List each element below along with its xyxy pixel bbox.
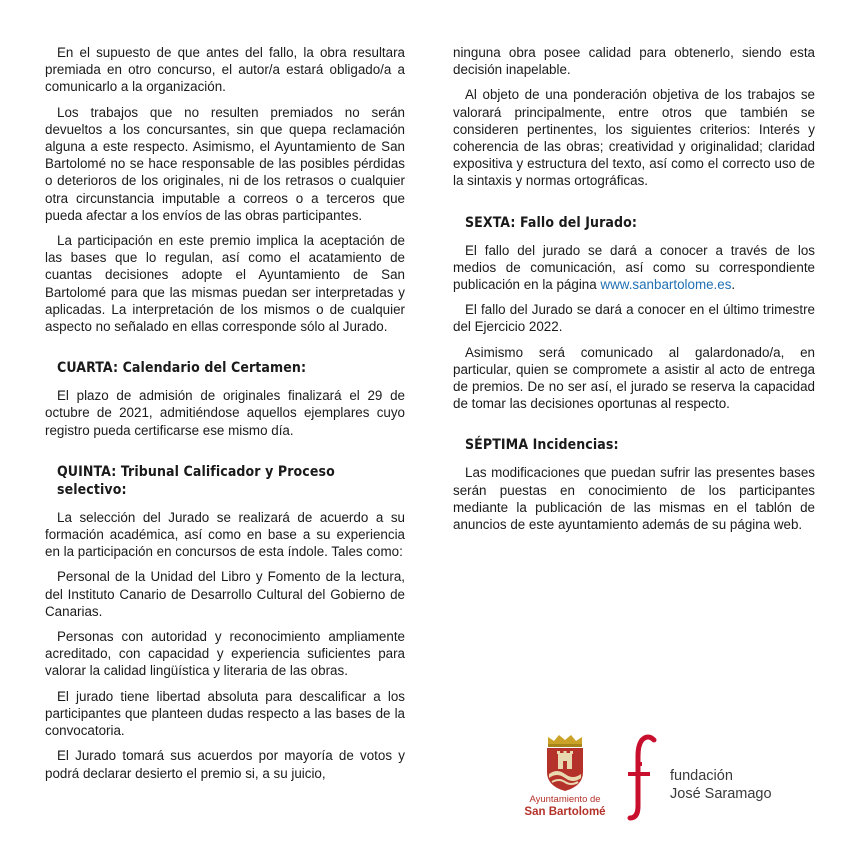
paragraph-fallo-medios [453, 242, 815, 294]
paragraph-libertad-descalificar: El jurado tiene libertad absoluta para descalificar a los participantes que planteen dudas respecto a las bases de la convocatoria. [45, 688, 405, 739]
paragraph-fallo-trimestre: El fallo del Jurado se dará a conocer en el último trimestre del Ejercicio 2022. [453, 302, 815, 335]
fundacion-label: fundación [670, 768, 733, 784]
sponsor-logos [520, 730, 780, 825]
fundacion-f-icon [624, 732, 664, 822]
paragraph-plazo-admision: El plazo de admisión de originales finalizará el 29 de octubre de 2021, admitiéndose aquellos ejemplares cuyo registro pueda certificarse ese mismo día. [45, 388, 405, 438]
section-title-septima: SÉPTIMA Incidencias: [465, 437, 619, 454]
paragraph-modificaciones: Las modificaciones que puedan sufrir las presentes bases serán puestas en conocimiento de los participantes mediante la publicación de las mismas en el tablón de anuncios de este ayuntamiento además de su página web. [453, 465, 815, 533]
paragraph-personas-autoridad: Personas con autoridad y reconocimiento ampliamente acreditado, con capacidad y experiencia suficientes para valorar la calidad lingüística y literaria de las obras. [45, 629, 405, 679]
paragraph-participacion-aceptacion: La participación en este premio implica la aceptación de las bases que lo regulan, así como el acatamiento de cuantas decisiones adopte el Ayuntamiento de San Bartolomé para que las mismas puedan ser interpretadas y aplicadas. La interpretación de los mismos o de cualquier aspecto no señalado en ellas corresponde sólo al Jurado. [45, 233, 405, 335]
paragraph-seleccion-jurado: La selección del Jurado se realizará de acuerdo a su formación académica, así como en base a su experiencia en la participación en concursos de esta índole. Tales como: [45, 509, 405, 560]
ayuntamiento-logo [520, 730, 610, 825]
fundacion-saramago-logo [624, 730, 784, 825]
fallo-medios-end: . [731, 277, 736, 293]
paragraph-premiada-otro-concurso: En el supuesto de que antes del fallo, la obra resultara premiada en otro concurso, el autor/a estará obligado/a a comunicarlo a la organización. [45, 45, 405, 95]
paragraph-personal-unidad-libro: Personal de la Unidad del Libro y Fomento de la lectura, del Instituto Canario de Desarrollo Cultural del Gobierno de Canarias. [45, 569, 405, 619]
website-link[interactable]: www.sanbartolome.es [600, 277, 732, 293]
paragraph-galardonado: Asimismo será comunicado al galardonado/a, en particular, quien se compromete a asistir al acto de entrega de premios. De no ser así, el jurado se reserva la capacidad de tomar las decisiones oportunas al respecto. [453, 344, 815, 412]
left-column [45, 44, 405, 790]
paragraph-criterios-valoracion: Al objeto de una ponderación objetiva de los trabajos se valorará principalmente, entre otros que también se consideren pertinentes, los siguientes criterios: Interés y coherencia de las obras; creatividad y originalidad; claridad expositiva y estructura del texto, así como el correcto uso de la sintaxis y normas ortográficas. [453, 87, 815, 189]
section-title-sexta: SEXTA: Fallo del Jurado: [465, 214, 637, 231]
paragraph-trabajos-no-premiados: Los trabajos que no resulten premiados no serán devueltos a los concursantes, sin que quepa reclamación alguna a este respecto. Asimismo, el Ayuntamiento de San Bartolomé no se hace responsable de las posibles pérdidas o deterioros de los originales, ni de los retrasos o cualquier otra circunstancia imputable a correos o a terceros que pueda afectar a los envíos de las obras participantes. [45, 104, 405, 223]
fallo-medios-text: El fallo del jurado se dará a conocer a través de los medios de comunicación, así como su correspondiente publicación en la página [453, 242, 815, 293]
section-title-quinta: QUINTA: Tribunal Calificador y Proceso selectivo: [57, 463, 335, 498]
san-bartolome-label: San Bartolomé [524, 806, 606, 818]
right-column [453, 44, 815, 541]
section-title-cuarta: CUARTA: Calendario del Certamen: [57, 360, 307, 377]
paragraph-obra-inapelable: ninguna obra posee calidad para obtenerlo, siendo esta decisión inapelable. [453, 45, 815, 78]
ayuntamiento-label: Ayuntamiento de [529, 794, 601, 805]
paragraph-acuerdos-mayoria: El Jurado tomará sus acuerdos por mayoría de votos y podrá declarar desierto el premio si, a su juicio, [45, 748, 405, 781]
jose-saramago-label: José Saramago [670, 786, 772, 802]
crest-icon [544, 734, 586, 792]
